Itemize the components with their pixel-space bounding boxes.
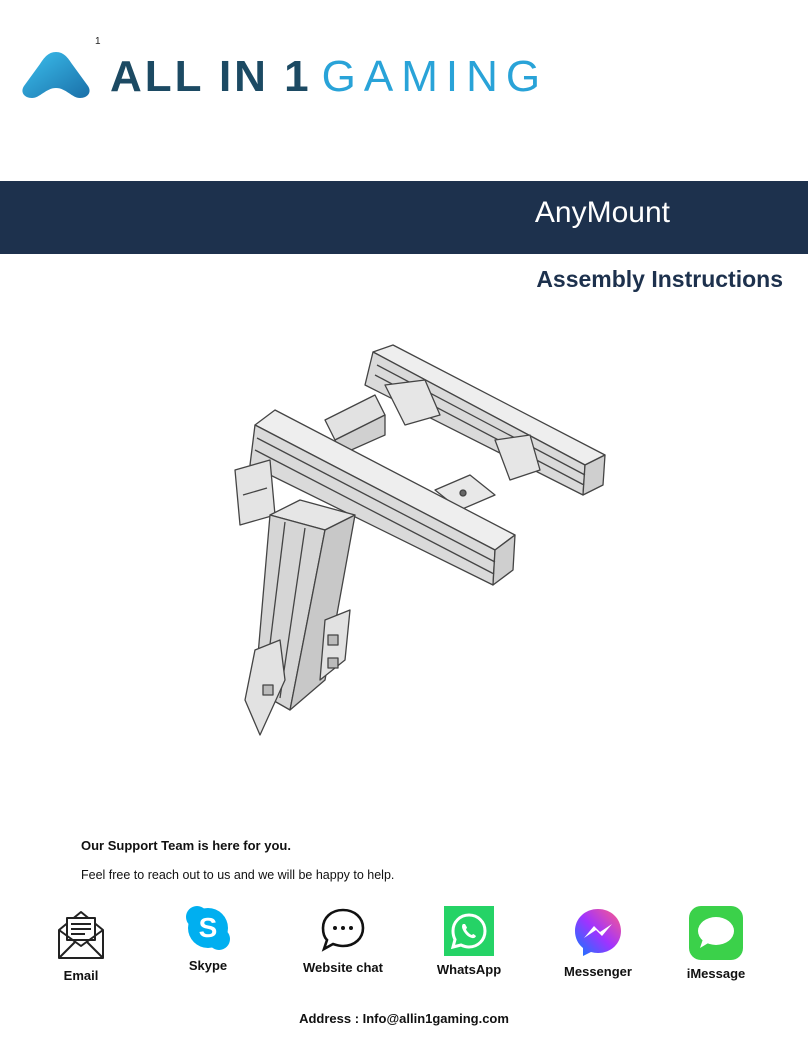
contact-whatsapp[interactable] — [419, 906, 519, 977]
logo-wordmark — [110, 52, 548, 102]
support-heading: Our Support Team is here for you. — [81, 838, 291, 853]
imessage-icon — [689, 906, 743, 960]
contact-label: Messenger — [564, 964, 632, 979]
title-banner — [0, 181, 808, 254]
contact-label: Email — [63, 968, 99, 983]
contact-website-chat[interactable] — [293, 906, 393, 975]
contact-label: iMessage — [686, 966, 746, 981]
document-subtitle: Assembly Instructions — [536, 266, 783, 292]
logo-icon — [20, 50, 92, 100]
logo-word-2: GAMING — [321, 52, 549, 101]
contact-address: Address : Info@allin1gaming.com — [299, 1011, 509, 1026]
logo-word-1: ALL IN 1 — [110, 52, 312, 101]
contact-messenger[interactable] — [548, 906, 648, 979]
product-title: AnyMount — [534, 196, 670, 229]
contact-skype[interactable] — [158, 904, 258, 973]
chat-icon — [319, 906, 367, 954]
email-icon — [55, 908, 107, 962]
whatsapp-icon — [444, 906, 494, 956]
svg-text:S: S — [198, 912, 218, 943]
messenger-icon — [572, 906, 624, 958]
contact-label: WhatsApp — [436, 962, 502, 977]
product-illustration — [225, 340, 615, 750]
page-number: 1 — [95, 36, 101, 47]
contact-email[interactable] — [31, 908, 131, 983]
support-text: Feel free to reach out to us and we will be happy to help. — [81, 868, 395, 882]
contact-imessage[interactable] — [666, 906, 766, 981]
contact-label: Website chat — [303, 960, 383, 975]
skype-icon — [184, 904, 232, 952]
contact-label: Skype — [188, 958, 228, 973]
